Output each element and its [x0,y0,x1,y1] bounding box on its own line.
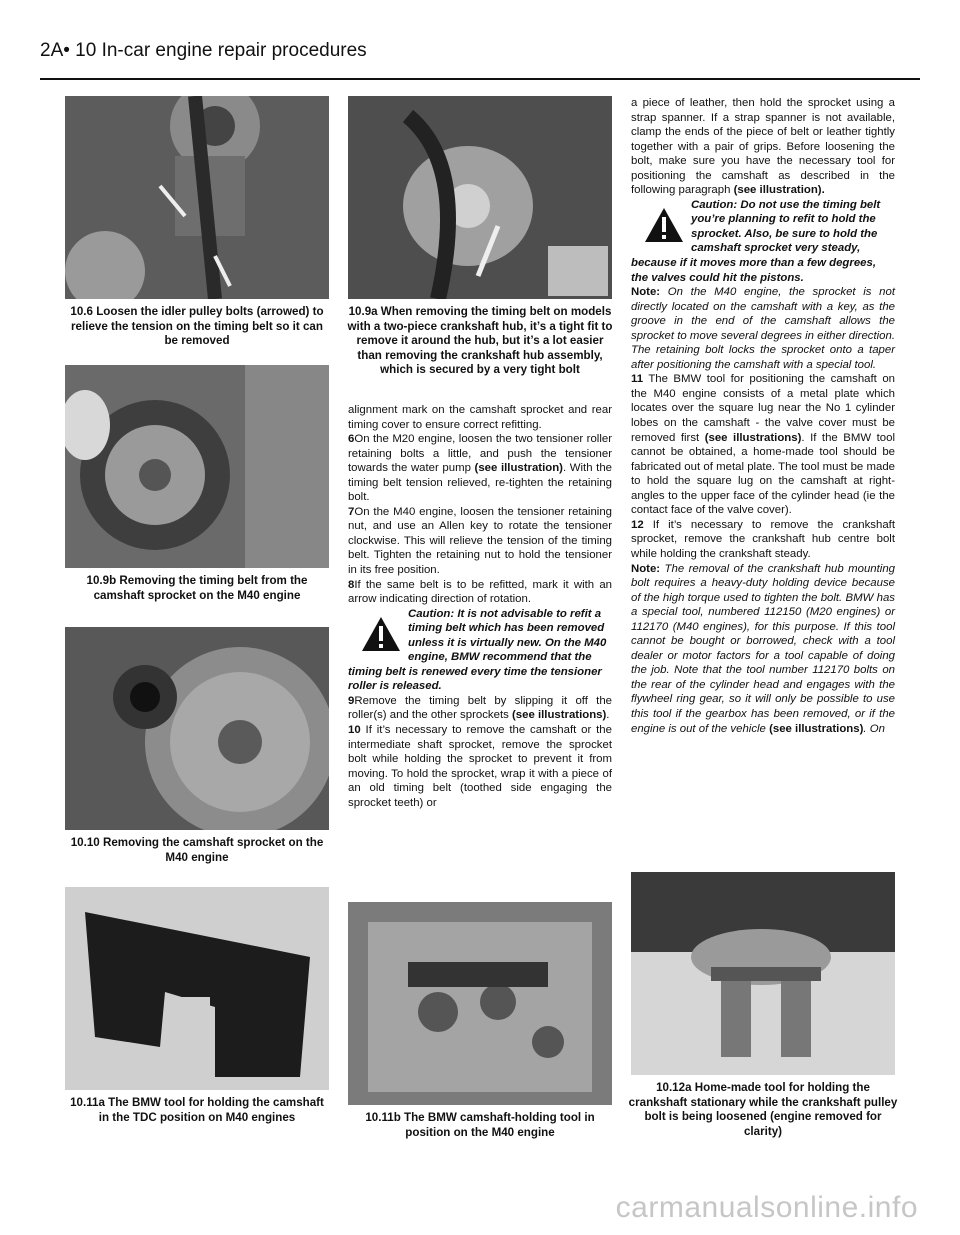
step-9: 9Remove the timing belt by slipping it off the roller(s) and the other sprockets (see illustrations). [348,694,612,722]
photo-camshaft-holding-tool [348,902,612,1105]
caption-10-9b: 10.9b Removing the timing belt from the camshaft sprocket on the M40 engine [86,574,308,602]
warning-triangle-icon [643,206,685,244]
caution-text: Caution: It is not advisable to refit a timing belt which has been removed unless it is virtually new. On the M40 engine, BMW recommend that the timing belt is renewed every time the tensioner roller is released. [348,607,607,693]
step-12: 12 If it’s necessary to remove the crankshaft sprocket, remove the crankshaft hub centre bolt while holding the crankshaft steady. [631,518,895,560]
photo-two-piece-hub [348,96,612,299]
caution-text: Caution: Do not use the timing belt you’re planning to refit to hold the sprocket. Also, be sure to hold the camshaft sprocket very steady, because if it moves more than a few degrees, the valves could hit the pistons. [631,198,881,284]
note-1: Note: On the M40 engine, the sprocket is not directly located on the camshaft with a key, as the groove in the end of the camshaft allows the sprocket to move several degrees in either direction. The retaining bolt locks the sprocket onto a taper after positioning the camshaft with a special tool. [631,286,896,371]
step-11: 11 The BMW tool for positioning the camshaft on the M40 engine consists of a metal plate which locates over the square lug near the No 1 cylinder lobes on the camshaft - the valve cover must be removed first (see illustrations). If the BMW tool cannot be obtained, a home-made tool should be fabricated out of metal plate. The tool must be made to hold the square lug on the camshaft at right-angles to the upper face of the cylinder head (ie the contact face of the valve cover). [631,373,895,517]
step-7: 7On the M40 engine, loosen the tensioner retaining nut, and use an Allen key to rotate the tensioner clockwise. This will relieve the tension of the timing belt. Tighten the retaining nut to hold the tensioner in its free position. [348,505,612,577]
text-column-right [631,96,895,736]
caption-10-6: 10.6 Loosen the idler pulley bolts (arrowed) to relieve the tension on the timing belt so it can be removed [70,305,324,348]
caution-block [631,198,895,285]
caption-10-11b: 10.11b The BMW camshaft-holding tool in position on the M40 engine [365,1111,595,1139]
photo-home-made-tool [631,872,895,1075]
paragraph: a piece of leather, then hold the sprocket using a strap spanner. If a strap spanner is not available, clamp the ends of the piece of belt or leather tightly together with a pair of grips. Before loosening the bolt, make sure you have the necessary tool for positioning the camshaft as described in the following paragraph (see illustration). [631,97,895,197]
site-watermark: carmanualsonline.info [615,1191,918,1224]
caption-10-11a: 10.11a The BMW tool for holding the camshaft in the TDC position on M40 engines [70,1096,324,1124]
caption-10-9a: 10.9a When removing the timing belt on models with a two-piece crankshaft hub, it’s a tight fit to remove it around the hub, but it’s a lot easier than removing the crankshaft hub assembly, which is secured by a very tight bolt [347,305,613,377]
photo-idler-pulley [65,96,329,299]
photo-timing-belt-m40 [65,365,329,568]
caption-10-12a: 10.12a Home-made tool for holding the crankshaft stationary while the crankshaft pulley bolt is being loosened (engine removed for clarity) [628,1081,898,1138]
text-column-middle [348,403,612,810]
caption-10-10: 10.10 Removing the camshaft sprocket on the M40 engine [70,836,324,864]
header-rule [40,78,920,80]
photo-bmw-tool [65,887,329,1090]
caution-block [348,607,612,694]
step-6: 6On the M20 engine, loosen the two tensioner roller retaining bolts a little, and push the tensioner towards the water pump (see illustration). With the timing belt tension relieved, re-tighten the retaining bolt. [348,433,612,504]
step-8: 8If the same belt is to be refitted, mark it with an arrow indicating direction of rotation. [348,578,612,606]
page-header: 2A• 10 In-car engine repair procedures [40,40,367,61]
note-2: Note: The removal of the crankshaft hub mounting bolt requires a heavy-duty holding device because of the high torque used to tighten the bolt. BMW has a special tool, numbered 112150 (M20 engines) or 112170 (M40 engines), for this purpose. If this tool cannot be bought or borrowed, check with a tool dealer or motor factors for a tool capable of doing the job. Note that the tool number 112170 bolts on the rear of the cylinder head and engages with the flywheel ring gear, so it will only be possible to use this tool if the gearbox has been removed, or if the engine is out of the vehicle (see illustrations). On [631,562,896,735]
photo-camshaft-sprocket [65,627,329,830]
warning-triangle-icon [360,615,402,653]
paragraph: alignment mark on the camshaft sprocket and rear timing cover to ensure correct refitting. [348,404,612,431]
step-10: 10 If it’s necessary to remove the camshaft or the intermediate shaft sprocket, remove the sprocket bolt while holding the sprocket to prevent it from moving. To hold the sprocket, wrap it with a piece of an old timing belt (toothed side engaging the sprocket teeth) or [348,724,612,809]
